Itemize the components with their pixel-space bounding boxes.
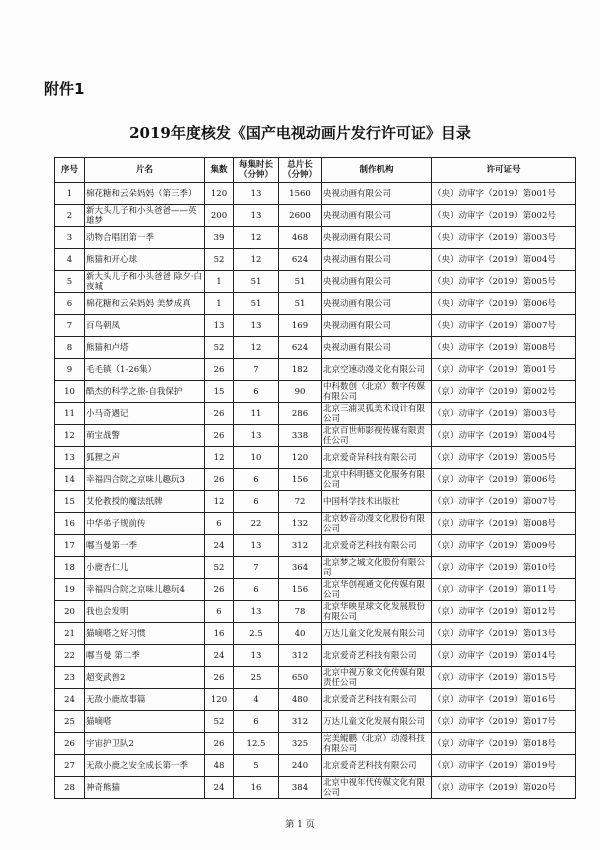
cell-total-length: 286 bbox=[279, 403, 322, 425]
license-table bbox=[54, 157, 576, 799]
table-row bbox=[55, 711, 576, 733]
cell-episode-length: 6 bbox=[234, 491, 279, 513]
cell-license-no: （京）动审字（2019）第015号 bbox=[432, 667, 576, 689]
cell-index: 20 bbox=[55, 601, 85, 623]
cell-license-no: （央）动审字（2019）第001号 bbox=[432, 183, 576, 205]
cell-producer: 完美鲲鹏（北京）动漫科技有限公司 bbox=[322, 733, 432, 755]
cell-episodes: 120 bbox=[205, 689, 234, 711]
table-row bbox=[55, 227, 576, 249]
cell-license-no: （京）动审字（2019）第004号 bbox=[432, 425, 576, 447]
cell-episodes: 26 bbox=[205, 667, 234, 689]
cell-total-length: 650 bbox=[279, 667, 322, 689]
cell-index: 27 bbox=[55, 755, 85, 777]
cell-episodes: 52 bbox=[205, 249, 234, 271]
cell-license-no: （京）动审字（2019）第003号 bbox=[432, 403, 576, 425]
cell-title: 无敌小鹿之安全成长第一季 bbox=[85, 755, 205, 777]
cell-episode-length: 12.5 bbox=[234, 733, 279, 755]
cell-episode-length: 12 bbox=[234, 249, 279, 271]
cell-license-no: （央）动审字（2019）第005号 bbox=[432, 271, 576, 293]
cell-episode-length: 13 bbox=[234, 645, 279, 667]
cell-episode-length: 2.5 bbox=[234, 623, 279, 645]
cell-license-no: （京）动审字（2019）第014号 bbox=[432, 645, 576, 667]
cell-license-no: （京）动审字（2019）第010号 bbox=[432, 557, 576, 579]
cell-episode-length: 22 bbox=[234, 513, 279, 535]
cell-total-length: 169 bbox=[279, 315, 322, 337]
cell-license-no: （京）动审字（2019）第002号 bbox=[432, 381, 576, 403]
cell-episode-length: 25 bbox=[234, 667, 279, 689]
cell-episodes: 24 bbox=[205, 535, 234, 557]
cell-episode-length: 6 bbox=[234, 469, 279, 491]
cell-producer: 北京中视万象文化传媒有限责任公司 bbox=[322, 667, 432, 689]
cell-producer: 北京爱奇艺科技有限公司 bbox=[322, 535, 432, 557]
cell-producer: 北京梦之城文化股份有限公司 bbox=[322, 557, 432, 579]
table-row bbox=[55, 645, 576, 667]
cell-title: 新大头儿子和小头爸爸 除夕·白夜城 bbox=[85, 271, 205, 293]
cell-producer: 央视动画有限公司 bbox=[322, 337, 432, 359]
cell-producer: 央视动画有限公司 bbox=[322, 249, 432, 271]
table-header-row bbox=[55, 158, 576, 183]
cell-total-length: 240 bbox=[279, 755, 322, 777]
cell-total-length: 325 bbox=[279, 733, 322, 755]
cell-total-length: 624 bbox=[279, 249, 322, 271]
table-row bbox=[55, 733, 576, 755]
cell-producer: 北京中视年代传媒文化有限公司 bbox=[322, 777, 432, 799]
table-row bbox=[55, 425, 576, 447]
cell-producer: 北京妙音动漫文化股份有限公司 bbox=[322, 513, 432, 535]
cell-episodes: 26 bbox=[205, 579, 234, 601]
table-row bbox=[55, 513, 576, 535]
cell-episode-length: 13 bbox=[234, 315, 279, 337]
cell-index: 14 bbox=[55, 469, 85, 491]
cell-episodes: 1 bbox=[205, 293, 234, 315]
cell-total-length: 90 bbox=[279, 381, 322, 403]
cell-total-length: 338 bbox=[279, 425, 322, 447]
cell-episode-length: 6 bbox=[234, 711, 279, 733]
cell-episodes: 26 bbox=[205, 359, 234, 381]
table-row bbox=[55, 403, 576, 425]
cell-title: 棉花糖和云朵妈妈（第三季） bbox=[85, 183, 205, 205]
header-total-length: 总片长（分钟） bbox=[279, 158, 322, 183]
cell-index: 16 bbox=[55, 513, 85, 535]
cell-episodes: 6 bbox=[205, 601, 234, 623]
cell-episode-length: 13 bbox=[234, 535, 279, 557]
table-row bbox=[55, 777, 576, 799]
cell-producer: 中科数创（北京）数字传媒有限公司 bbox=[322, 381, 432, 403]
header-episodes: 集数 bbox=[205, 158, 234, 183]
cell-license-no: （京）动审字（2019）第009号 bbox=[432, 535, 576, 557]
table-row bbox=[55, 183, 576, 205]
cell-episode-length: 13 bbox=[234, 205, 279, 227]
cell-producer: 万达儿童文化发展有限公司 bbox=[322, 711, 432, 733]
cell-title: 熊猫和开心球 bbox=[85, 249, 205, 271]
cell-episodes: 24 bbox=[205, 777, 234, 799]
cell-episode-length: 12 bbox=[234, 337, 279, 359]
cell-license-no: （京）动审字（2019）第019号 bbox=[432, 755, 576, 777]
cell-title: 幸福四合院之京味儿趣玩4 bbox=[85, 579, 205, 601]
table-row bbox=[55, 579, 576, 601]
cell-title: 小鹿杏仁儿 bbox=[85, 557, 205, 579]
table-row bbox=[55, 469, 576, 491]
cell-episode-length: 4 bbox=[234, 689, 279, 711]
cell-title: 毛毛镇（1-26集） bbox=[85, 359, 205, 381]
cell-total-length: 156 bbox=[279, 579, 322, 601]
cell-producer: 北京中科明德文化服务有限公司 bbox=[322, 469, 432, 491]
table-row bbox=[55, 315, 576, 337]
cell-title: 宇宙护卫队2 bbox=[85, 733, 205, 755]
cell-title: 嘟当曼第一季 bbox=[85, 535, 205, 557]
cell-episodes: 12 bbox=[205, 447, 234, 469]
cell-index: 26 bbox=[55, 733, 85, 755]
table-row bbox=[55, 755, 576, 777]
cell-index: 28 bbox=[55, 777, 85, 799]
cell-title: 熊猫和卢塔 bbox=[85, 337, 205, 359]
cell-title: 超变武兽2 bbox=[85, 667, 205, 689]
cell-license-no: （京）动审字（2019）第008号 bbox=[432, 513, 576, 535]
table-row bbox=[55, 689, 576, 711]
cell-episodes: 6 bbox=[205, 513, 234, 535]
cell-total-length: 480 bbox=[279, 689, 322, 711]
cell-title: 猫嘀嗒 bbox=[85, 711, 205, 733]
cell-episode-length: 6 bbox=[234, 579, 279, 601]
cell-episode-length: 13 bbox=[234, 425, 279, 447]
cell-index: 18 bbox=[55, 557, 85, 579]
cell-episodes: 16 bbox=[205, 623, 234, 645]
cell-title: 幸福四合院之京味儿趣玩3 bbox=[85, 469, 205, 491]
cell-title: 酷杰的科学之旅-自我保护 bbox=[85, 381, 205, 403]
cell-total-length: 51 bbox=[279, 293, 322, 315]
cell-episodes: 120 bbox=[205, 183, 234, 205]
cell-index: 21 bbox=[55, 623, 85, 645]
cell-episodes: 52 bbox=[205, 711, 234, 733]
cell-total-length: 132 bbox=[279, 513, 322, 535]
cell-title: 棉花糖和云朵妈妈 美梦成真 bbox=[85, 293, 205, 315]
cell-episode-length: 13 bbox=[234, 183, 279, 205]
cell-episodes: 26 bbox=[205, 425, 234, 447]
cell-producer: 北京三浦灵狐美术设计有限公司 bbox=[322, 403, 432, 425]
cell-producer: 万达儿童文化发展有限公司 bbox=[322, 623, 432, 645]
cell-producer: 北京爱奇异科技有限公司 bbox=[322, 447, 432, 469]
cell-title: 狐狸之声 bbox=[85, 447, 205, 469]
cell-total-length: 624 bbox=[279, 337, 322, 359]
cell-index: 7 bbox=[55, 315, 85, 337]
cell-producer: 央视动画有限公司 bbox=[322, 183, 432, 205]
cell-episode-length: 13 bbox=[234, 601, 279, 623]
cell-total-length: 120 bbox=[279, 447, 322, 469]
cell-index: 6 bbox=[55, 293, 85, 315]
cell-index: 23 bbox=[55, 667, 85, 689]
cell-episodes: 26 bbox=[205, 469, 234, 491]
table-row bbox=[55, 535, 576, 557]
table-row bbox=[55, 491, 576, 513]
cell-index: 17 bbox=[55, 535, 85, 557]
cell-total-length: 182 bbox=[279, 359, 322, 381]
table-row bbox=[55, 205, 576, 227]
table-row bbox=[55, 337, 576, 359]
cell-title: 神奇熊猫 bbox=[85, 777, 205, 799]
cell-total-length: 40 bbox=[279, 623, 322, 645]
cell-title: 艾伦教授的魔法纸牌 bbox=[85, 491, 205, 513]
attachment-label: 附件1 bbox=[44, 80, 85, 98]
header-index: 序号 bbox=[55, 158, 85, 183]
cell-episodes: 13 bbox=[205, 315, 234, 337]
cell-producer: 北京百世师影视传媒有限责任公司 bbox=[322, 425, 432, 447]
cell-episode-length: 16 bbox=[234, 777, 279, 799]
cell-producer: 北京爱奇艺科技有限公司 bbox=[322, 645, 432, 667]
cell-producer: 中国科学技术出版社 bbox=[322, 491, 432, 513]
table-row bbox=[55, 271, 576, 293]
table-row bbox=[55, 557, 576, 579]
cell-index: 19 bbox=[55, 579, 85, 601]
cell-producer: 央视动画有限公司 bbox=[322, 293, 432, 315]
cell-producer: 央视动画有限公司 bbox=[322, 315, 432, 337]
cell-total-length: 312 bbox=[279, 645, 322, 667]
cell-index: 10 bbox=[55, 381, 85, 403]
document-title: 2019年度核发《国产电视动画片发行许可证》目录 bbox=[129, 124, 471, 142]
cell-total-length: 468 bbox=[279, 227, 322, 249]
cell-license-no: （京）动审字（2019）第007号 bbox=[432, 491, 576, 513]
cell-episode-length: 6 bbox=[234, 381, 279, 403]
cell-license-no: （京）动审字（2019）第006号 bbox=[432, 469, 576, 491]
cell-index: 24 bbox=[55, 689, 85, 711]
table-row bbox=[55, 623, 576, 645]
cell-title: 小马奇遇记 bbox=[85, 403, 205, 425]
cell-index: 2 bbox=[55, 205, 85, 227]
cell-episodes: 12 bbox=[205, 491, 234, 513]
header-producer: 制作机构 bbox=[322, 158, 432, 183]
cell-producer: 北京空速动漫文化有限公司 bbox=[322, 359, 432, 381]
cell-episode-length: 7 bbox=[234, 557, 279, 579]
cell-producer: 北京爱奇艺科技有限公司 bbox=[322, 689, 432, 711]
header-title: 片名 bbox=[85, 158, 205, 183]
cell-episodes: 52 bbox=[205, 557, 234, 579]
cell-index: 3 bbox=[55, 227, 85, 249]
table-row bbox=[55, 293, 576, 315]
cell-episodes: 24 bbox=[205, 645, 234, 667]
table-row bbox=[55, 447, 576, 469]
cell-license-no: （央）动审字（2019）第002号 bbox=[432, 205, 576, 227]
table-row bbox=[55, 601, 576, 623]
header-license-no: 许可证号 bbox=[432, 158, 576, 183]
cell-index: 11 bbox=[55, 403, 85, 425]
cell-license-no: （央）动审字（2019）第006号 bbox=[432, 293, 576, 315]
cell-episodes: 39 bbox=[205, 227, 234, 249]
cell-license-no: （京）动审字（2019）第016号 bbox=[432, 689, 576, 711]
cell-license-no: （京）动审字（2019）第020号 bbox=[432, 777, 576, 799]
cell-title: 动物合唱团第一季 bbox=[85, 227, 205, 249]
cell-episodes: 200 bbox=[205, 205, 234, 227]
cell-producer: 北京华创视通文化传媒有限公司 bbox=[322, 579, 432, 601]
cell-title: 猫嘀嗒之好习惯 bbox=[85, 623, 205, 645]
table-row bbox=[55, 359, 576, 381]
cell-index: 1 bbox=[55, 183, 85, 205]
cell-index: 12 bbox=[55, 425, 85, 447]
cell-license-no: （京）动审字（2019）第018号 bbox=[432, 733, 576, 755]
cell-producer: 央视动画有限公司 bbox=[322, 227, 432, 249]
cell-license-no: （央）动审字（2019）第004号 bbox=[432, 249, 576, 271]
cell-title: 新大头儿子和小头爸爸——英雄梦 bbox=[85, 205, 205, 227]
cell-license-no: （京）动审字（2019）第001号 bbox=[432, 359, 576, 381]
cell-episode-length: 51 bbox=[234, 293, 279, 315]
cell-license-no: （京）动审字（2019）第005号 bbox=[432, 447, 576, 469]
cell-license-no: （京）动审字（2019）第017号 bbox=[432, 711, 576, 733]
table-row bbox=[55, 249, 576, 271]
cell-producer: 央视动画有限公司 bbox=[322, 205, 432, 227]
cell-episodes: 1 bbox=[205, 271, 234, 293]
cell-index: 8 bbox=[55, 337, 85, 359]
cell-license-no: （央）动审字（2019）第008号 bbox=[432, 337, 576, 359]
cell-index: 4 bbox=[55, 249, 85, 271]
cell-total-length: 72 bbox=[279, 491, 322, 513]
cell-producer: 北京华映星球文化发展股份有限公司 bbox=[322, 601, 432, 623]
cell-episode-length: 5 bbox=[234, 755, 279, 777]
cell-index: 13 bbox=[55, 447, 85, 469]
cell-title: 嘟当曼 第二季 bbox=[85, 645, 205, 667]
cell-total-length: 2600 bbox=[279, 205, 322, 227]
cell-total-length: 364 bbox=[279, 557, 322, 579]
cell-total-length: 156 bbox=[279, 469, 322, 491]
cell-title: 中华弟子规前传 bbox=[85, 513, 205, 535]
cell-episodes: 52 bbox=[205, 337, 234, 359]
cell-title: 无敌小鹿故事篇 bbox=[85, 689, 205, 711]
table-row bbox=[55, 667, 576, 689]
cell-index: 9 bbox=[55, 359, 85, 381]
cell-index: 5 bbox=[55, 271, 85, 293]
cell-producer: 央视动画有限公司 bbox=[322, 271, 432, 293]
cell-episodes: 48 bbox=[205, 755, 234, 777]
cell-total-length: 312 bbox=[279, 711, 322, 733]
page-number: 第 1 页 bbox=[285, 820, 315, 830]
cell-title: 我也会发明 bbox=[85, 601, 205, 623]
cell-license-no: （京）动审字（2019）第013号 bbox=[432, 623, 576, 645]
cell-total-length: 384 bbox=[279, 777, 322, 799]
cell-index: 15 bbox=[55, 491, 85, 513]
cell-episodes: 26 bbox=[205, 403, 234, 425]
cell-episode-length: 12 bbox=[234, 227, 279, 249]
cell-episode-length: 10 bbox=[234, 447, 279, 469]
cell-episode-length: 11 bbox=[234, 403, 279, 425]
cell-index: 25 bbox=[55, 711, 85, 733]
cell-title: 百鸟朝凤 bbox=[85, 315, 205, 337]
cell-title: 萌宝战警 bbox=[85, 425, 205, 447]
table-row bbox=[55, 381, 576, 403]
cell-license-no: （京）动审字（2019）第012号 bbox=[432, 601, 576, 623]
cell-episodes: 15 bbox=[205, 381, 234, 403]
cell-total-length: 312 bbox=[279, 535, 322, 557]
cell-episodes: 26 bbox=[205, 733, 234, 755]
header-episode-length: 每集时长（分钟） bbox=[234, 158, 279, 183]
cell-license-no: （京）动审字（2019）第011号 bbox=[432, 579, 576, 601]
cell-index: 22 bbox=[55, 645, 85, 667]
cell-license-no: （央）动审字（2019）第007号 bbox=[432, 315, 576, 337]
cell-total-length: 1560 bbox=[279, 183, 322, 205]
cell-producer: 北京爱奇艺科技有限公司 bbox=[322, 755, 432, 777]
cell-license-no: （央）动审字（2019）第003号 bbox=[432, 227, 576, 249]
cell-total-length: 51 bbox=[279, 271, 322, 293]
cell-episode-length: 7 bbox=[234, 359, 279, 381]
cell-total-length: 78 bbox=[279, 601, 322, 623]
cell-episode-length: 51 bbox=[234, 271, 279, 293]
